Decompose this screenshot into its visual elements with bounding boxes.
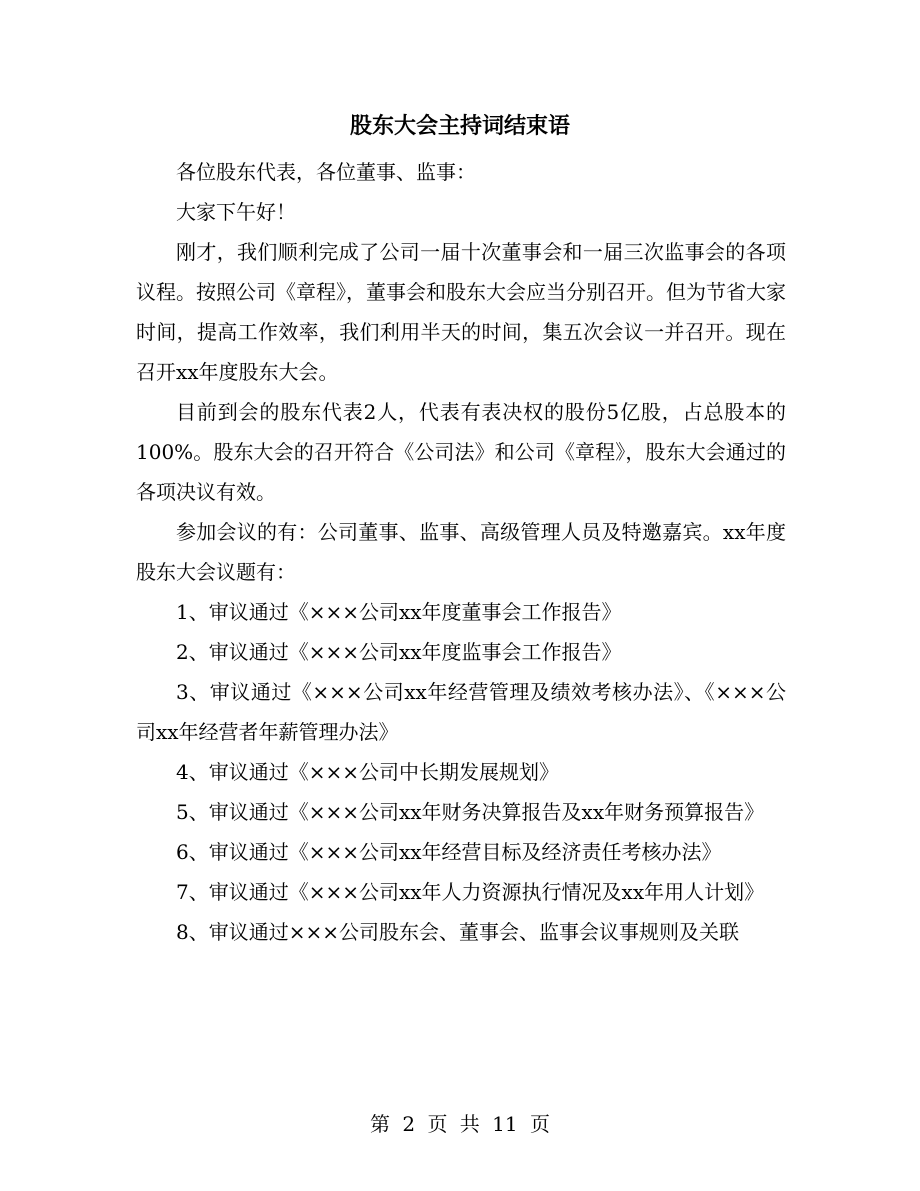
agenda-item-7: 7、审议通过《×××公司xx年人力资源执行情况及xx年用人计划》	[176, 880, 765, 904]
paragraph-participants: 参加会议的有：公司董事、监事、高级管理人员及特邀嘉宾。xx年度股东大会议题有：	[136, 520, 786, 584]
page-number-footer: 第 2 页 共 11 页	[370, 1112, 550, 1136]
document-title: 股东大会主持词结束语	[349, 113, 570, 139]
document-body	[136, 152, 786, 952]
agenda-item-3: 3、审议通过《×××公司xx年经营管理及绩效考核办法》、《×××公司xx年经营者年薪管理办法》	[136, 680, 786, 744]
agenda-item-6: 6、审议通过《×××公司xx年经营目标及经济责任考核办法》	[176, 840, 722, 864]
paragraph-intro: 刚才，我们顺利完成了公司一届十次董事会和一届三次监事会的各项议程。按照公司《章程》，董事会和股东大会应当分别召开。但为节省大家时间，提高工作效率，我们利用半天的时间，集五次会议一并召开。现在召开xx年度股东大会。	[136, 240, 786, 384]
agenda-item-1: 1、审议通过《×××公司xx年度董事会工作报告》	[176, 600, 622, 624]
agenda-item-5: 5、审议通过《×××公司xx年财务决算报告及xx年财务预算报告》	[176, 800, 765, 824]
paragraph-salutation: 各位股东代表，各位董事、监事：	[176, 160, 476, 184]
agenda-item-2: 2、审议通过《×××公司xx年度监事会工作报告》	[176, 640, 622, 664]
paragraph-greeting: 大家下午好！	[176, 200, 296, 224]
paragraph-attendance: 目前到会的股东代表2人，代表有表决权的股份5亿股，占总股本的100%。股东大会的召开符合《公司法》和公司《章程》，股东大会通过的各项决议有效。	[136, 400, 786, 504]
agenda-item-4: 4、审议通过《×××公司中长期发展规划》	[176, 760, 559, 784]
agenda-item-8: 8、审议通过×××公司股东会、董事会、监事会议事规则及关联	[176, 920, 739, 944]
